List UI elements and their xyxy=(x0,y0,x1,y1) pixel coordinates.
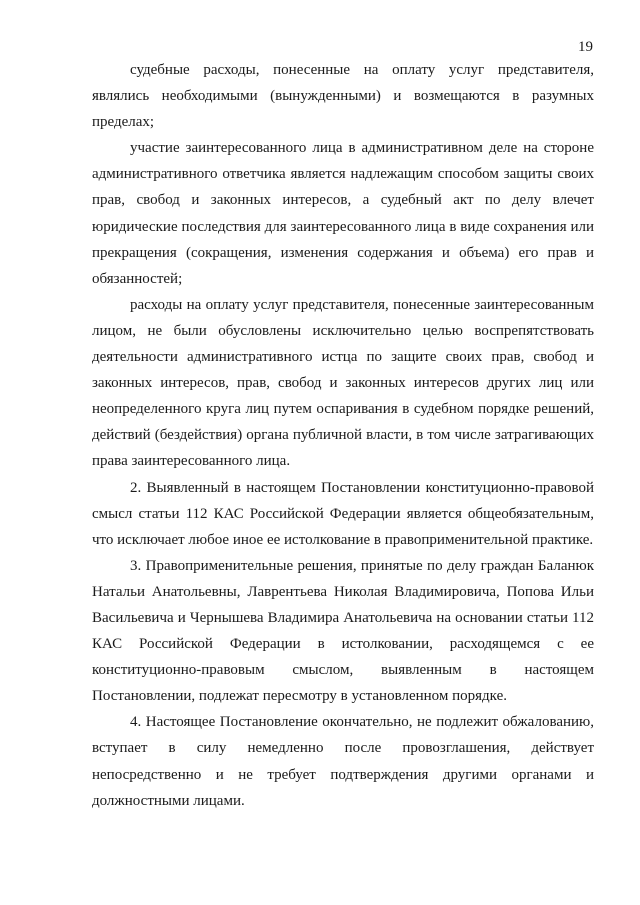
paragraph-representative-costs: расходы на оплату услуг представителя, понесенные заинтересованным лицом, не были обусловлены исключительно целью воспрепятствовать деятельности административного истца по защите своих прав, свобод и законных интересов, прав, свобод и законных интересов других лиц или неопределенного круга лиц путем оспаривания в судебном порядке решений, действий (бездействия) органа публичной власти, в том числе затрагивающих права заинтересованного лица. xyxy=(92,296,594,470)
document-body xyxy=(92,57,594,814)
paragraph-4-final-ruling: 4. Настоящее Постановление окончательно, не подлежит обжалованию, вступает в силу немедленно после провозглашения, действует непосредственно и не требует подтверждения другими органами и должностными лицами. xyxy=(92,714,594,809)
paragraph-interested-party-participation: участие заинтересованного лица в административном деле на стороне административного ответчика является надлежащим способом защиты своих прав, свобод и законных интересов, а судебный акт по делу влечет юридические последствия для заинтересованного лица в виде сохранения или прекращения (сокращения, изменения содержания и объема) его прав и обязанностей; xyxy=(92,140,594,287)
paragraph-court-costs-necessary: судебные расходы, понесенные на оплату услуг представителя, являлись необходимыми (вынужденными) и возмещаются в разумных пределах; xyxy=(92,62,594,131)
paragraph-2-binding-meaning: 2. Выявленный в настоящем Постановлении конституционно-правовой смысл статьи 112 КАС Российской Федерации является общеобязательным, что исключает любое иное ее истолкование в правоприменительной практике. xyxy=(92,479,594,548)
paragraph-3-review-decisions: 3. Правоприменительные решения, принятые по делу граждан Баланюк Натальи Анатольевны, Лаврентьева Николая Владимировича, Попова Ильи Васильевича и Чернышева Владимира Анатольевича на основании статьи 112 КАС Российской Федерации в истолковании, расходящемся с ее конституционно-правовым смыслом, выявленным в настоящем Постановлении, подлежат пересмотру в установленном порядке. xyxy=(92,557,594,705)
page-number: 19 xyxy=(578,39,593,55)
